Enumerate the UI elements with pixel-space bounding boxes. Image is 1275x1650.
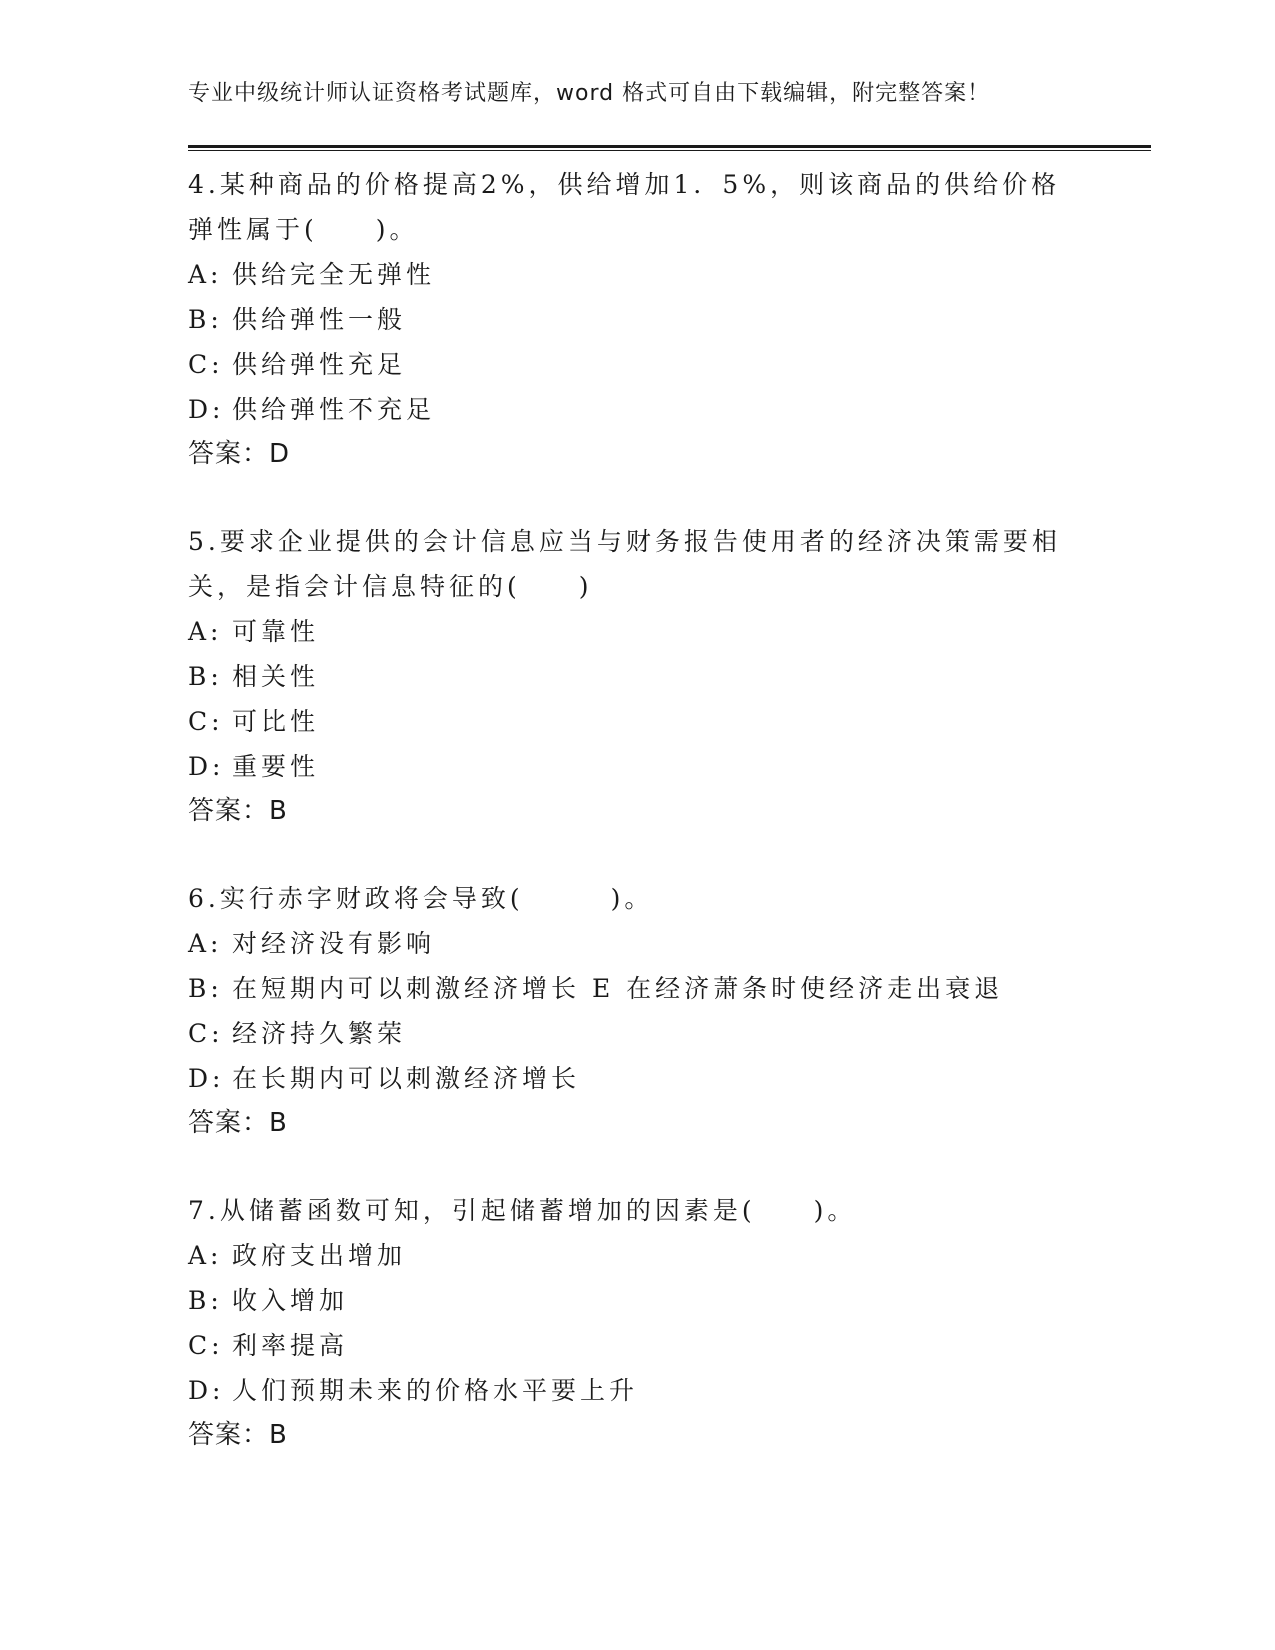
option-key: D: bbox=[188, 1376, 225, 1405]
option-text: 经济持久繁荣 bbox=[232, 1019, 407, 1048]
option-text: 重要性 bbox=[232, 752, 320, 781]
option-text: 政府支出增加 bbox=[232, 1241, 407, 1270]
option-text: 相关性 bbox=[232, 662, 320, 691]
option-a bbox=[188, 1233, 1068, 1278]
question-7 bbox=[188, 1188, 1068, 1458]
option-text: 供给弹性一般 bbox=[232, 305, 407, 334]
header-rule-thin bbox=[188, 150, 1151, 151]
option-b bbox=[188, 297, 1068, 342]
header-rule-thick bbox=[188, 145, 1151, 148]
answer-line: 答案：B bbox=[188, 1108, 288, 1138]
option-key: C: bbox=[188, 1331, 224, 1360]
answer-line: 答案：D bbox=[188, 439, 291, 469]
question-text: 6.实行赤字财政将会导致( )。 bbox=[188, 884, 654, 913]
option-d bbox=[188, 387, 1068, 432]
option-text: 利率提高 bbox=[232, 1331, 349, 1360]
question-6 bbox=[188, 876, 1068, 1146]
option-key: B: bbox=[188, 662, 223, 691]
question-text: 5.要求企业提供的会计信息应当与财务报告使用者的经济决策需要相关，是指会计信息特征的( ) bbox=[188, 527, 1061, 601]
question-text: 7.从储蓄函数可知，引起储蓄增加的因素是( )。 bbox=[188, 1196, 857, 1225]
answer-line: 答案：B bbox=[188, 1420, 288, 1450]
question-5 bbox=[188, 519, 1068, 834]
option-text: 对经济没有影响 bbox=[232, 929, 436, 958]
option-key: A: bbox=[188, 260, 223, 289]
option-d bbox=[188, 1368, 1068, 1413]
option-a bbox=[188, 921, 1068, 966]
option-text: 在长期内可以刺激经济增长 bbox=[232, 1064, 581, 1093]
option-key: C: bbox=[188, 350, 224, 379]
option-key: D: bbox=[188, 752, 225, 781]
answer-line: 答案：B bbox=[188, 796, 288, 826]
option-b bbox=[188, 1278, 1068, 1323]
option-key: A: bbox=[188, 1241, 223, 1270]
option-text: 可比性 bbox=[232, 707, 320, 736]
option-text: 收入增加 bbox=[232, 1286, 349, 1315]
option-key: B: bbox=[188, 1286, 223, 1315]
question-4 bbox=[188, 162, 1068, 477]
option-text: 可靠性 bbox=[232, 617, 320, 646]
option-text: 供给弹性不充足 bbox=[232, 395, 436, 424]
question-list bbox=[188, 162, 1068, 1500]
option-key: A: bbox=[188, 929, 223, 958]
option-b bbox=[188, 966, 1068, 1011]
option-text: 供给完全无弹性 bbox=[232, 260, 436, 289]
option-a bbox=[188, 252, 1068, 297]
option-key: B: bbox=[188, 974, 223, 1003]
option-c bbox=[188, 1011, 1068, 1056]
option-key: C: bbox=[188, 1019, 224, 1048]
option-text: 供给弹性充足 bbox=[232, 350, 407, 379]
option-key: A: bbox=[188, 617, 223, 646]
option-text: 在短期内可以刺激经济增长 E 在经济萧条时使经济走出衰退 bbox=[232, 974, 1004, 1003]
option-key: B: bbox=[188, 305, 223, 334]
question-text: 4.某种商品的价格提高2%，供给增加1．5%，则该商品的供给价格弹性属于( )。 bbox=[188, 170, 1061, 244]
option-key: C: bbox=[188, 707, 224, 736]
page-header: 专业中级统计师认证资格考试题库，word 格式可自由下载编辑，附完整答案！ bbox=[188, 81, 991, 106]
option-d bbox=[188, 744, 1068, 789]
option-key: D: bbox=[188, 395, 225, 424]
option-c bbox=[188, 1323, 1068, 1368]
option-c bbox=[188, 699, 1068, 744]
option-key: D: bbox=[188, 1064, 225, 1093]
option-text: 人们预期未来的价格水平要上升 bbox=[232, 1376, 639, 1405]
option-d bbox=[188, 1056, 1068, 1101]
option-c bbox=[188, 342, 1068, 387]
option-a bbox=[188, 609, 1068, 654]
option-b bbox=[188, 654, 1068, 699]
